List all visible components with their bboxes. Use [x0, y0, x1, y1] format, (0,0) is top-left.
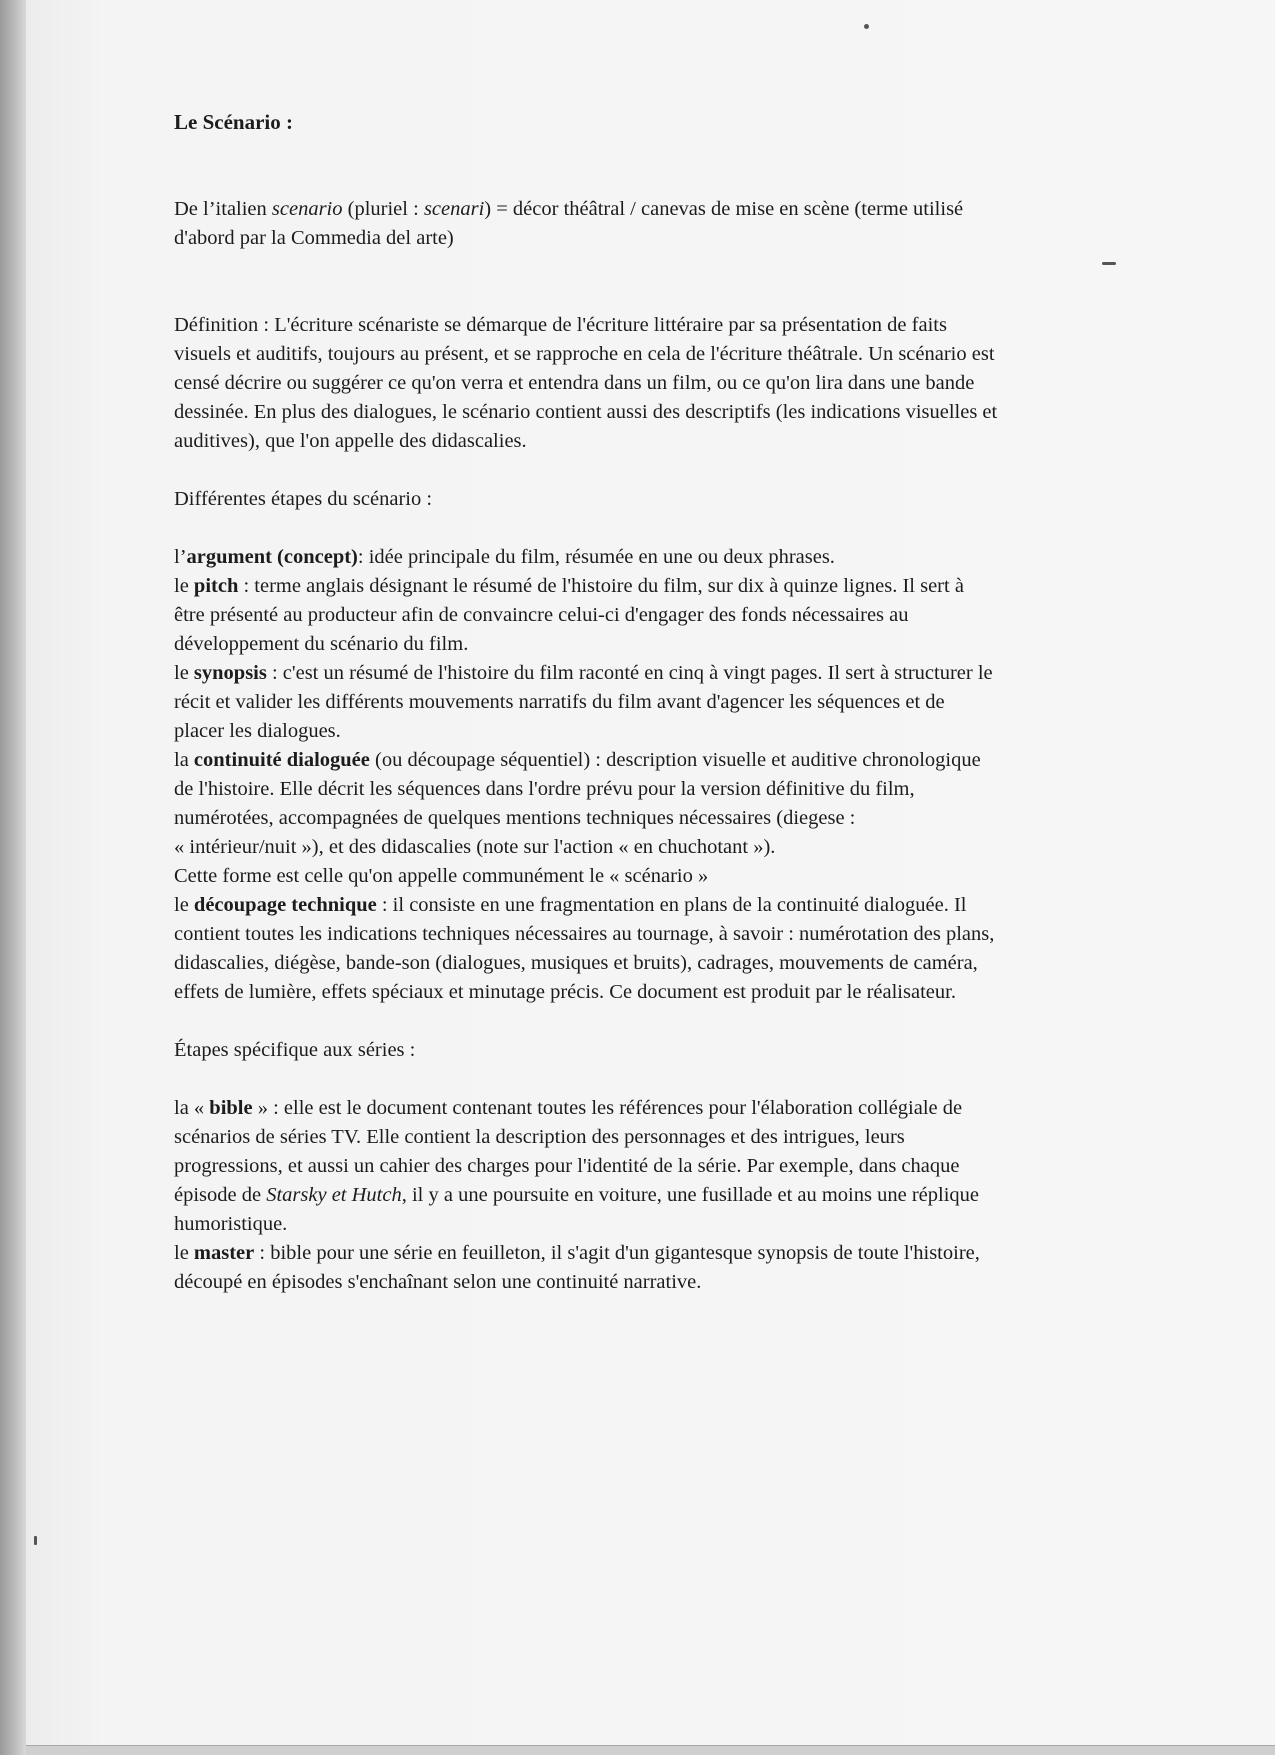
synopsis-term: synopsis	[193, 662, 267, 684]
continuite-line: numérotées, accompagnées de quelques mentions techniques nécessaires (diegese :	[174, 807, 856, 829]
synopsis-line: placer les dialogues.	[174, 720, 341, 742]
decoupage-term: découpage technique	[193, 894, 377, 916]
pitch-entry: le pitch : terme anglais désignant le résumé de l'histoire du film, sur dix à quinze lignes. Il sert à	[174, 575, 964, 597]
definition-line: visuels et auditifs, toujours au présent, et se rapproche en cela de l'écriture théâtrale. Un scénario est	[174, 343, 995, 365]
pitch-term: pitch	[193, 575, 239, 597]
definition-line: auditives), que l'on appelle des didascalies.	[174, 430, 527, 452]
bible-entry: la « bible » : elle est le document contenant toutes les références pour l'élaboration collégiale de	[174, 1097, 963, 1119]
definition-line: Définition : L'écriture scénariste se démarque de l'écriture littéraire par sa présentation de faits	[174, 314, 947, 336]
dust-speck	[34, 1536, 37, 1545]
bible-term: bible	[209, 1097, 253, 1119]
etymology-line-2: d'abord par la Commedia del arte)	[174, 227, 454, 249]
continuite-line: Cette forme est celle qu'on appelle communément le « scénario »	[174, 865, 709, 887]
decoupage-entry: le découpage technique : il consiste en une fragmentation en plans de la continuité dialoguée. Il	[174, 894, 967, 916]
series-heading: Étapes spécifique aux séries :	[174, 1039, 416, 1061]
pitch-line: être présenté au producteur afin de convaincre celui-ci d'engager des fonds nécessaires au	[174, 604, 909, 626]
page-title: Le Scénario :	[174, 110, 293, 134]
master-term: master	[193, 1242, 255, 1264]
synopsis-line: récit et valider les différents mouvements narratifs du film avant d'agencer les séquences et de	[174, 691, 945, 713]
synopsis-entry: le synopsis : c'est un résumé de l'histoire du film raconté en cinq à vingt pages. Il sert à structurer le	[174, 662, 993, 684]
decoupage-line: didascalies, diégèse, bande-son (dialogues, musiques et bruits), cadrages, mouvements de caméra,	[174, 952, 978, 974]
scan-edge-shadow	[0, 0, 26, 1755]
document-body	[174, 108, 1184, 1297]
master-entry: le master : bible pour une série en feuilleton, il s'agit d'un gigantesque synopsis de toute l'histoire,	[174, 1242, 980, 1264]
argument-entry: l’argument (concept): idée principale du film, résumée en une ou deux phrases.	[174, 546, 835, 568]
continuite-entry: la continuité dialoguée (ou découpage séquentiel) : description visuelle et auditive chronologique	[174, 749, 981, 771]
continuite-term: continuité dialoguée	[193, 749, 370, 771]
pitch-line: développement du scénario du film.	[174, 633, 469, 655]
bible-line: humoristique.	[174, 1213, 288, 1235]
definition-line: dessinée. En plus des dialogues, le scénario contient aussi des descriptifs (les indications visuelles et	[174, 401, 998, 423]
argument-term: argument (concept)	[186, 546, 358, 568]
continuite-line: « intérieur/nuit »), et des didascalies (note sur l'action « en chuchotant »).	[174, 836, 776, 858]
decoupage-line: contient toutes les indications techniques nécessaires au tournage, à savoir : numérotation des plans,	[174, 923, 995, 945]
bible-line: progressions, et aussi un cahier des charges pour l'identité de la série. Par exemple, dans chaque	[174, 1155, 960, 1177]
decoupage-line: effets de lumière, effets spéciaux et minutage précis. Ce document est produit par le réalisateur.	[174, 981, 956, 1003]
bible-line: épisode de Starsky et Hutch, il y a une poursuite en voiture, une fusillade et au moins une réplique	[174, 1184, 979, 1206]
definition-line: censé décrire ou suggérer ce qu'on verra et entendra dans un film, ou ce qu'on lira dans une bande	[174, 372, 975, 394]
steps-heading: Différentes étapes du scénario :	[174, 488, 433, 510]
master-line: découpé en épisodes s'enchaînant selon une continuité narrative.	[174, 1271, 702, 1293]
dust-speck	[864, 24, 869, 29]
etymology-line-1: De l’italien scenario (pluriel : scenari) = décor théâtral / canevas de mise en scène (terme utilisé	[174, 198, 964, 220]
series-title: Starsky et Hutch	[266, 1184, 402, 1206]
continuite-line: de l'histoire. Elle décrit les séquences dans l'ordre prévu pour la version définitive du film,	[174, 778, 915, 800]
bible-line: scénarios de séries TV. Elle contient la description des personnages et des intrigues, leurs	[174, 1126, 905, 1148]
